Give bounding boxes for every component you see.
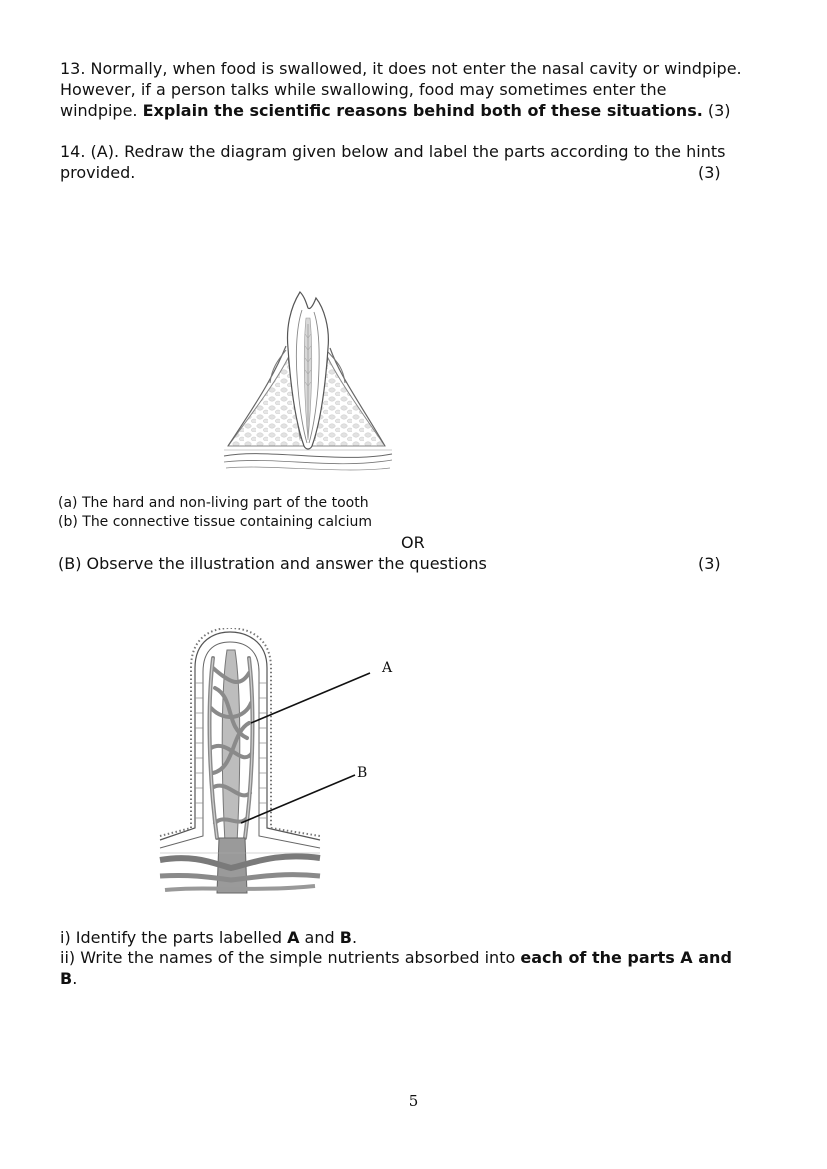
question-i <box>60 927 357 948</box>
q13-line-2: However, if a person talks while swallowing, food may sometimes enter the <box>60 80 667 99</box>
hint-b: (b) The connective tissue containing calcium <box>58 514 373 530</box>
label-b-leader <box>241 775 355 823</box>
question-i-and: and <box>299 928 340 947</box>
question-i-label-b: B <box>339 928 352 947</box>
label-b: B <box>357 765 368 781</box>
question-i-text: i) Identify the parts labelled <box>60 928 288 947</box>
q14-line-2: provided. <box>60 163 136 182</box>
question-ii-bold: each of the parts A and <box>520 948 732 967</box>
label-a-leader <box>251 673 370 723</box>
q14a-marks: (3) <box>698 163 721 182</box>
label-a: A <box>382 660 393 676</box>
question-i-end: . <box>351 928 358 947</box>
q14-line-1: 14. (A). Redraw the diagram given below and label the parts according to the hints <box>60 142 726 161</box>
q14b-prompt: (B) Observe the illustration and answer the questions <box>58 554 487 573</box>
q13-line-1: 13. Normally, when food is swallowed, it does not enter the nasal cavity or windpipe. <box>60 59 742 78</box>
question-ii <box>60 947 732 968</box>
page-number: 5 <box>408 1092 419 1110</box>
hint-a: (a) The hard and non-living part of the tooth <box>58 495 369 511</box>
question-i-label-a: A <box>287 928 300 947</box>
question-ii-end: . <box>72 969 78 988</box>
question-ii-line-2 <box>60 968 77 989</box>
tooth-diagram <box>220 288 395 478</box>
q13-marks: (3) <box>702 101 731 120</box>
q13-instruction: Explain the scientific reasons behind both of these situations. <box>142 101 703 120</box>
question-ii-label-b: B <box>60 969 73 988</box>
q14b-marks: (3) <box>698 554 721 573</box>
or-separator: OR <box>401 533 425 552</box>
question-ii-text: ii) Write the names of the simple nutrients absorbed into <box>60 948 521 967</box>
q13-line-3 <box>60 100 731 121</box>
q13-line-3-plain: windpipe. <box>60 101 143 120</box>
